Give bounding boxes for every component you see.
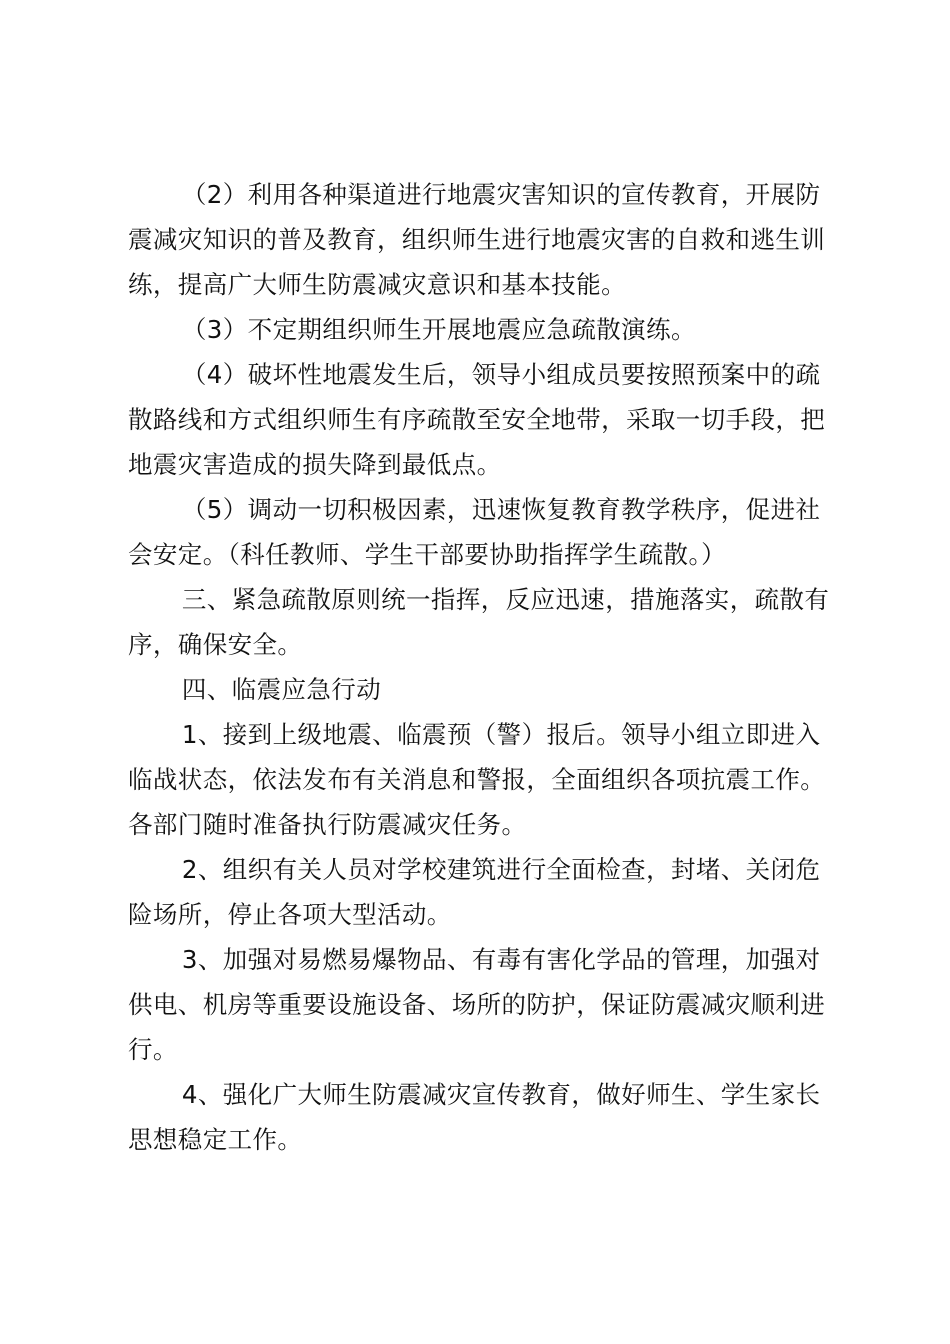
section-3-evacuation-principles: 三、紧急疏散原则统一指挥，反应迅速，措施落实，疏散有序，确保安全。 (128, 585, 830, 659)
document-body (128, 172, 843, 1162)
section-4-heading: 四、临震应急行动 (181, 675, 382, 704)
action-item-3: 3、加强对易燃易爆物品、有毒有害化学品的管理，加强对供电、机房等重要设施设备、场所的防护，保证防震减灾顺利进行。 (128, 945, 826, 1064)
paragraph-item-2-publicity: （2）利用各种渠道进行地震灾害知识的宣传教育，开展防震减灾知识的普及教育，组织师生进行地震灾害的自救和逃生训练，提高广大师生防震减灾意识和基本技能。 (128, 180, 826, 299)
paragraph-item-5-recovery: （5）调动一切积极因素，迅速恢复教育教学秩序，促进社会安定。（科任教师、学生干部要协助指挥学生疏散。） (128, 495, 821, 569)
action-item-4: 4、强化广大师生防震减灾宣传教育，做好师生、学生家长思想稳定工作。 (128, 1080, 821, 1154)
action-item-2: 2、组织有关人员对学校建筑进行全面检查，封堵、关闭危险场所，停止各项大型活动。 (128, 855, 821, 929)
paragraph-item-3-drill: （3）不定期组织师生开展地震应急疏散演练。 (181, 315, 696, 344)
action-item-1: 1、接到上级地震、临震预（警）报后。领导小组立即进入临战状态，依法发布有关消息和警报，全面组织各项抗震工作。各部门随时准备执行防震减灾任务。 (128, 720, 826, 839)
paragraph-item-4-evacuation: （4）破坏性地震发生后，领导小组成员要按照预案中的疏散路线和方式组织师生有序疏散至安全地带，采取一切手段，把地震灾害造成的损失降到最低点。 (128, 360, 826, 479)
